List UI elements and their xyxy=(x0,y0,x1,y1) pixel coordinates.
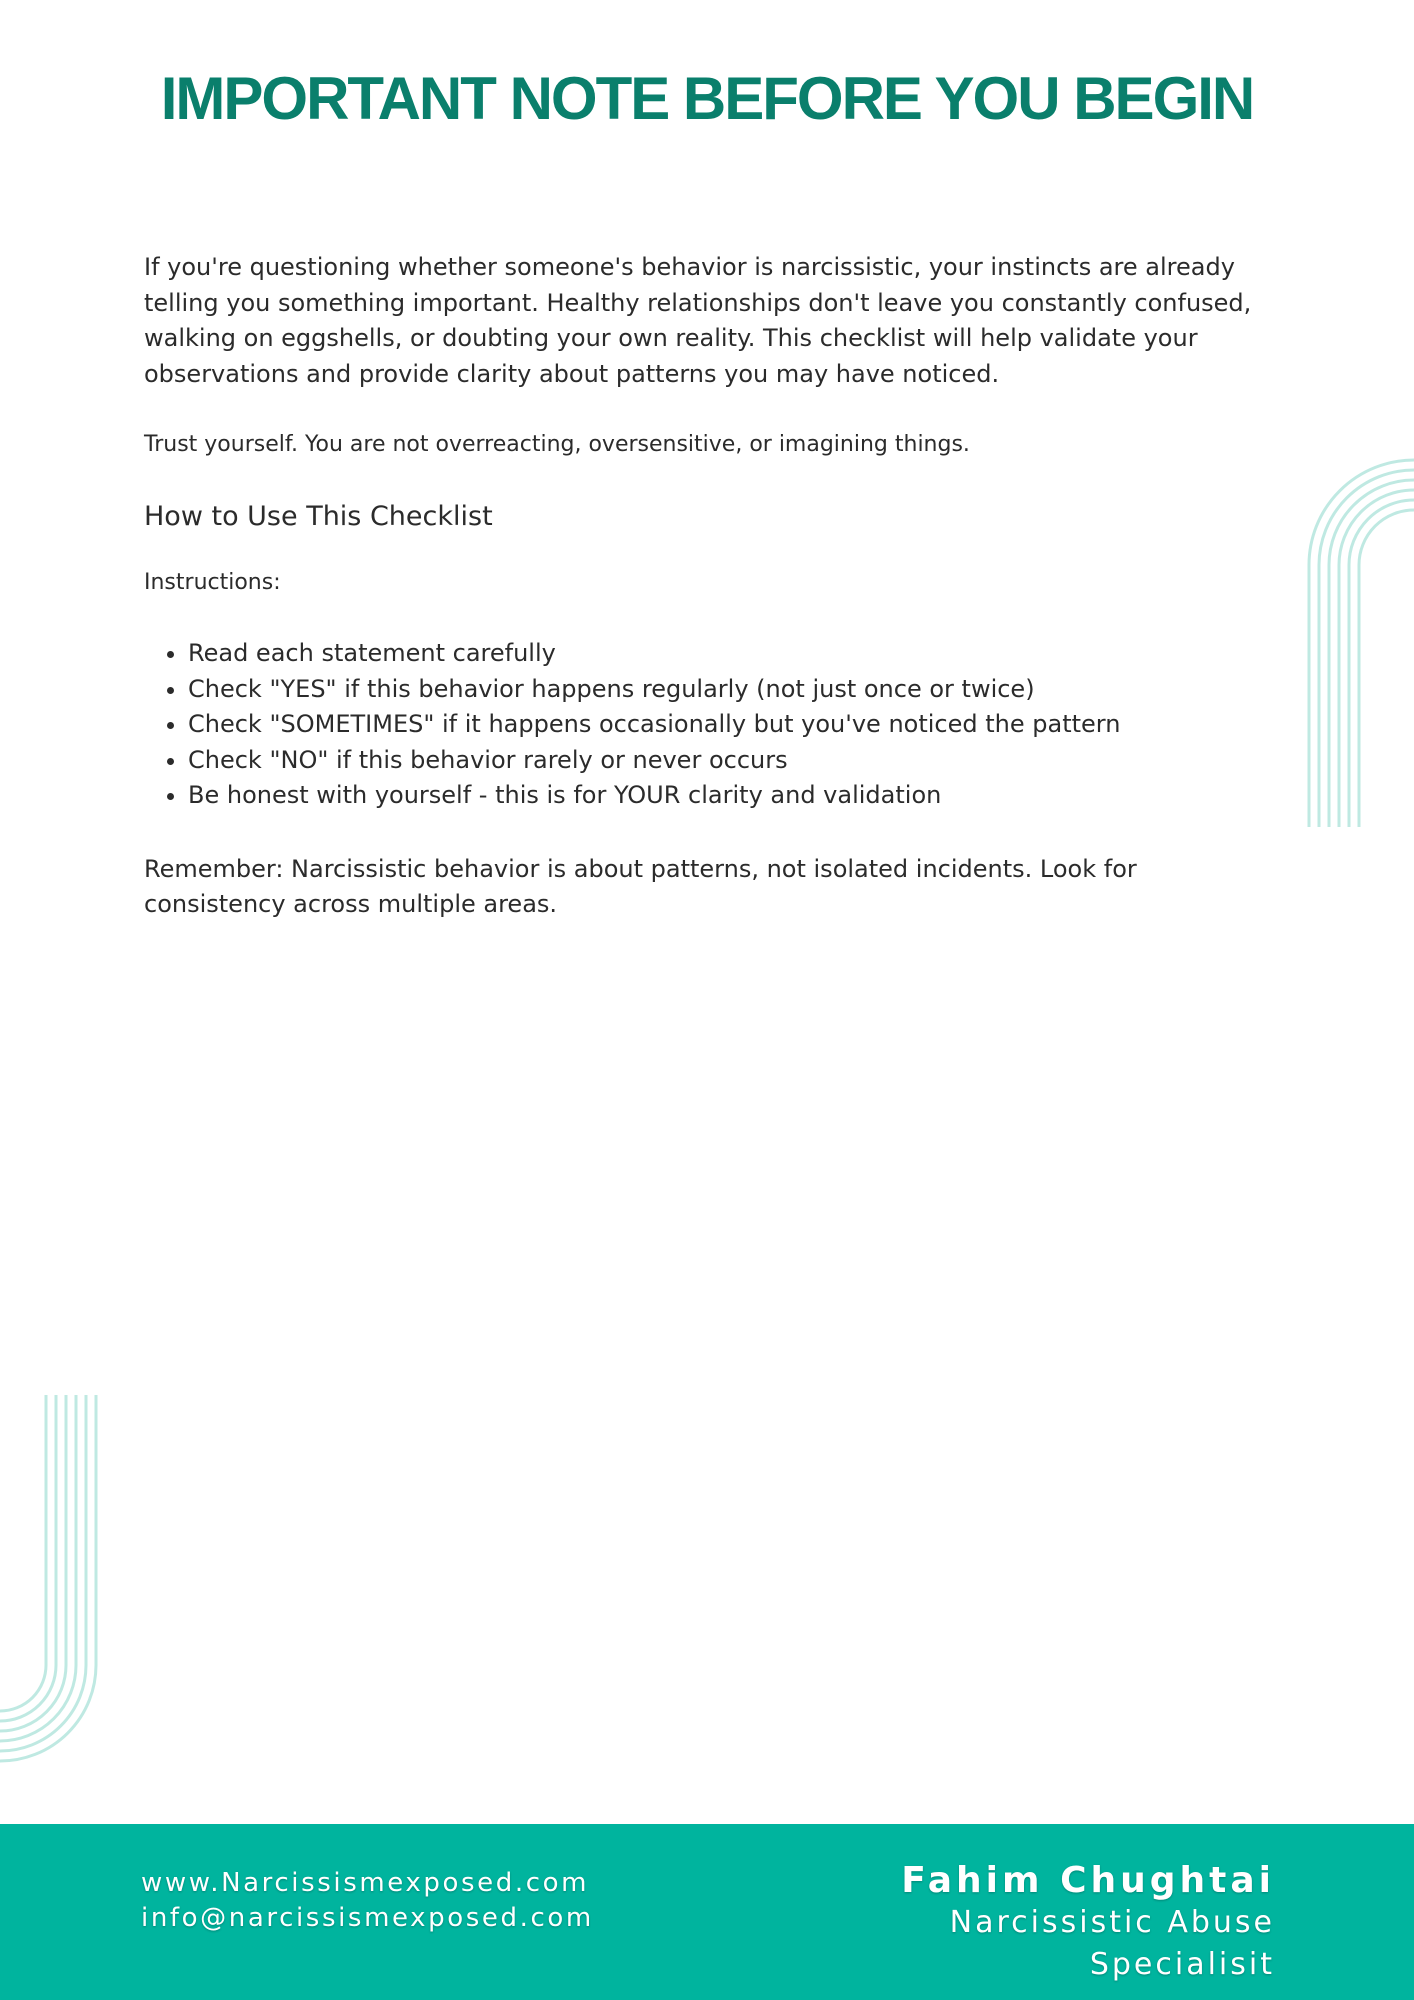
page-title: IMPORTANT NOTE BEFORE YOU BEGIN xyxy=(160,65,1254,132)
instructions-list xyxy=(144,636,1279,814)
section-heading: How to Use This Checklist xyxy=(144,501,493,532)
instructions-label: Instructions: xyxy=(144,570,281,595)
intro-paragraph: If you're questioning whether someone's behavior is narcissistic, your instincts are already telling you something important. Healthy relationships don't leave you constantly confused, walking on eggshells, or doubting your own reality. This checklist will help validate your observations and provide clarity about patterns you may have noticed. xyxy=(144,253,1252,388)
decorative-arch-left xyxy=(0,1395,100,1765)
contact-info xyxy=(141,1866,594,1936)
website-link[interactable]: www.Narcissismexposed.com xyxy=(141,1868,590,1898)
author-info xyxy=(875,1860,1275,1986)
list-item: • Check "YES" if this behavior happens regularly (not just once or twice) xyxy=(188,672,1279,708)
list-item: • Read each statement carefully xyxy=(188,636,1279,672)
author-role: Narcissistic Abuse Specialisit xyxy=(949,1905,1275,1982)
main-content xyxy=(144,250,1279,923)
list-item: • Check "SOMETIMES" if it happens occasionally but you've noticed the pattern xyxy=(188,707,1279,743)
list-item: • Be honest with yourself - this is for YOUR clarity and validation xyxy=(188,778,1279,814)
author-name: Fahim Chughtai xyxy=(901,1860,1275,1901)
list-item: • Check "NO" if this behavior rarely or never occurs xyxy=(188,743,1279,779)
remember-paragraph: Remember: Narcissistic behavior is about patterns, not isolated incidents. Look for consistency across multiple areas. xyxy=(144,854,1137,918)
footer xyxy=(0,1824,1414,2000)
trust-statement: Trust yourself. You are not overreacting, oversensitive, or imagining things. xyxy=(144,432,970,457)
email-link[interactable]: info@narcissismexposed.com xyxy=(141,1903,594,1933)
decorative-arch-right xyxy=(1300,455,1414,827)
